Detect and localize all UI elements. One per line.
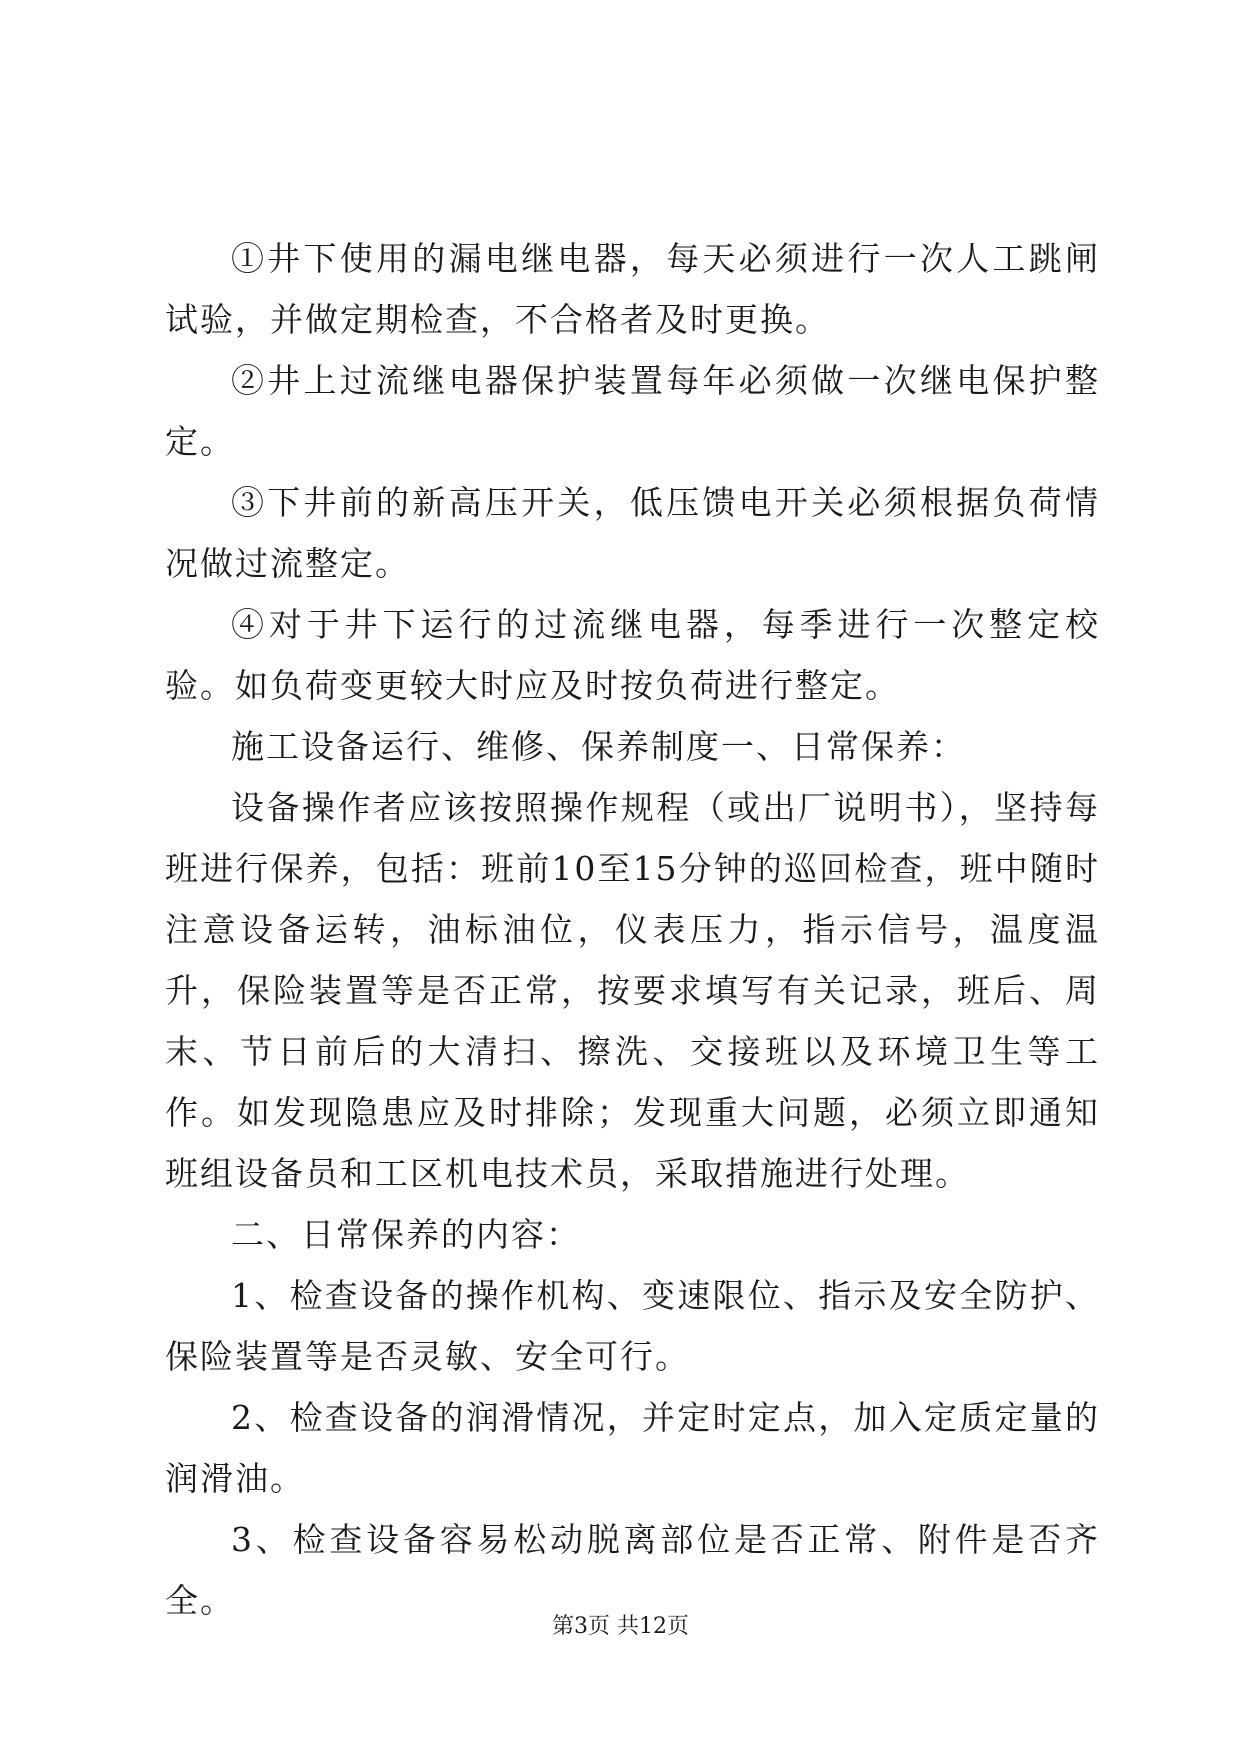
paragraph-operator-daily-maintenance: 设备操作者应该按照操作规程（或出厂说明书），坚持每班进行保养，包括：班前10至15分钟的巡回检查，班中随时注意设备运转，油标油位，仪表压力，指示信号，温度温升，保险装置等是否正常，按要求填写有关记录，班后、周末、节日前后的大清扫、擦洗、交接班以及环境卫生等工作。如发现隐患应及时排除；发现重大问题，必须立即通知班组设备员和工区机电技术员，采取措施进行处理。 [165,788,1100,1193]
paragraph-quarterly-calibration: ④对于井下运行的过流继电器，每季进行一次整定校验。如负荷变更较大时应及时按负荷进行整定。 [165,605,1100,705]
paragraph-new-switch-setting: ③下井前的新高压开关，低压馈电开关必须根据负荷情况做过流整定。 [165,483,1100,583]
paragraph-daily-maintenance-content-heading: 二、日常保养的内容： [231,1215,581,1254]
document-body [165,228,1100,1631]
paragraph-item-2: 2、检查设备的润滑情况，并定时定点，加入定质定量的润滑油。 [165,1398,1100,1498]
paragraph-item-3: 3、检查设备容易松动脱离部位是否正常、附件是否齐全。 [165,1520,1100,1620]
page-number-footer: 第3页 共12页 [552,1614,689,1639]
paragraph-overcurrent-relay-surface: ②井上过流继电器保护装置每年必须做一次继电保护整定。 [165,361,1100,461]
paragraph-maintenance-system-heading: 施工设备运行、维修、保养制度一、日常保养： [231,727,966,766]
paragraph-leakage-relay: ①井下使用的漏电继电器，每天必须进行一次人工跳闸试验，并做定期检查，不合格者及时更换。 [165,239,1100,339]
paragraph-item-1: 1、检查设备的操作机构、变速限位、指示及安全防护、保险装置等是否灵敏、安全可行。 [165,1276,1100,1376]
